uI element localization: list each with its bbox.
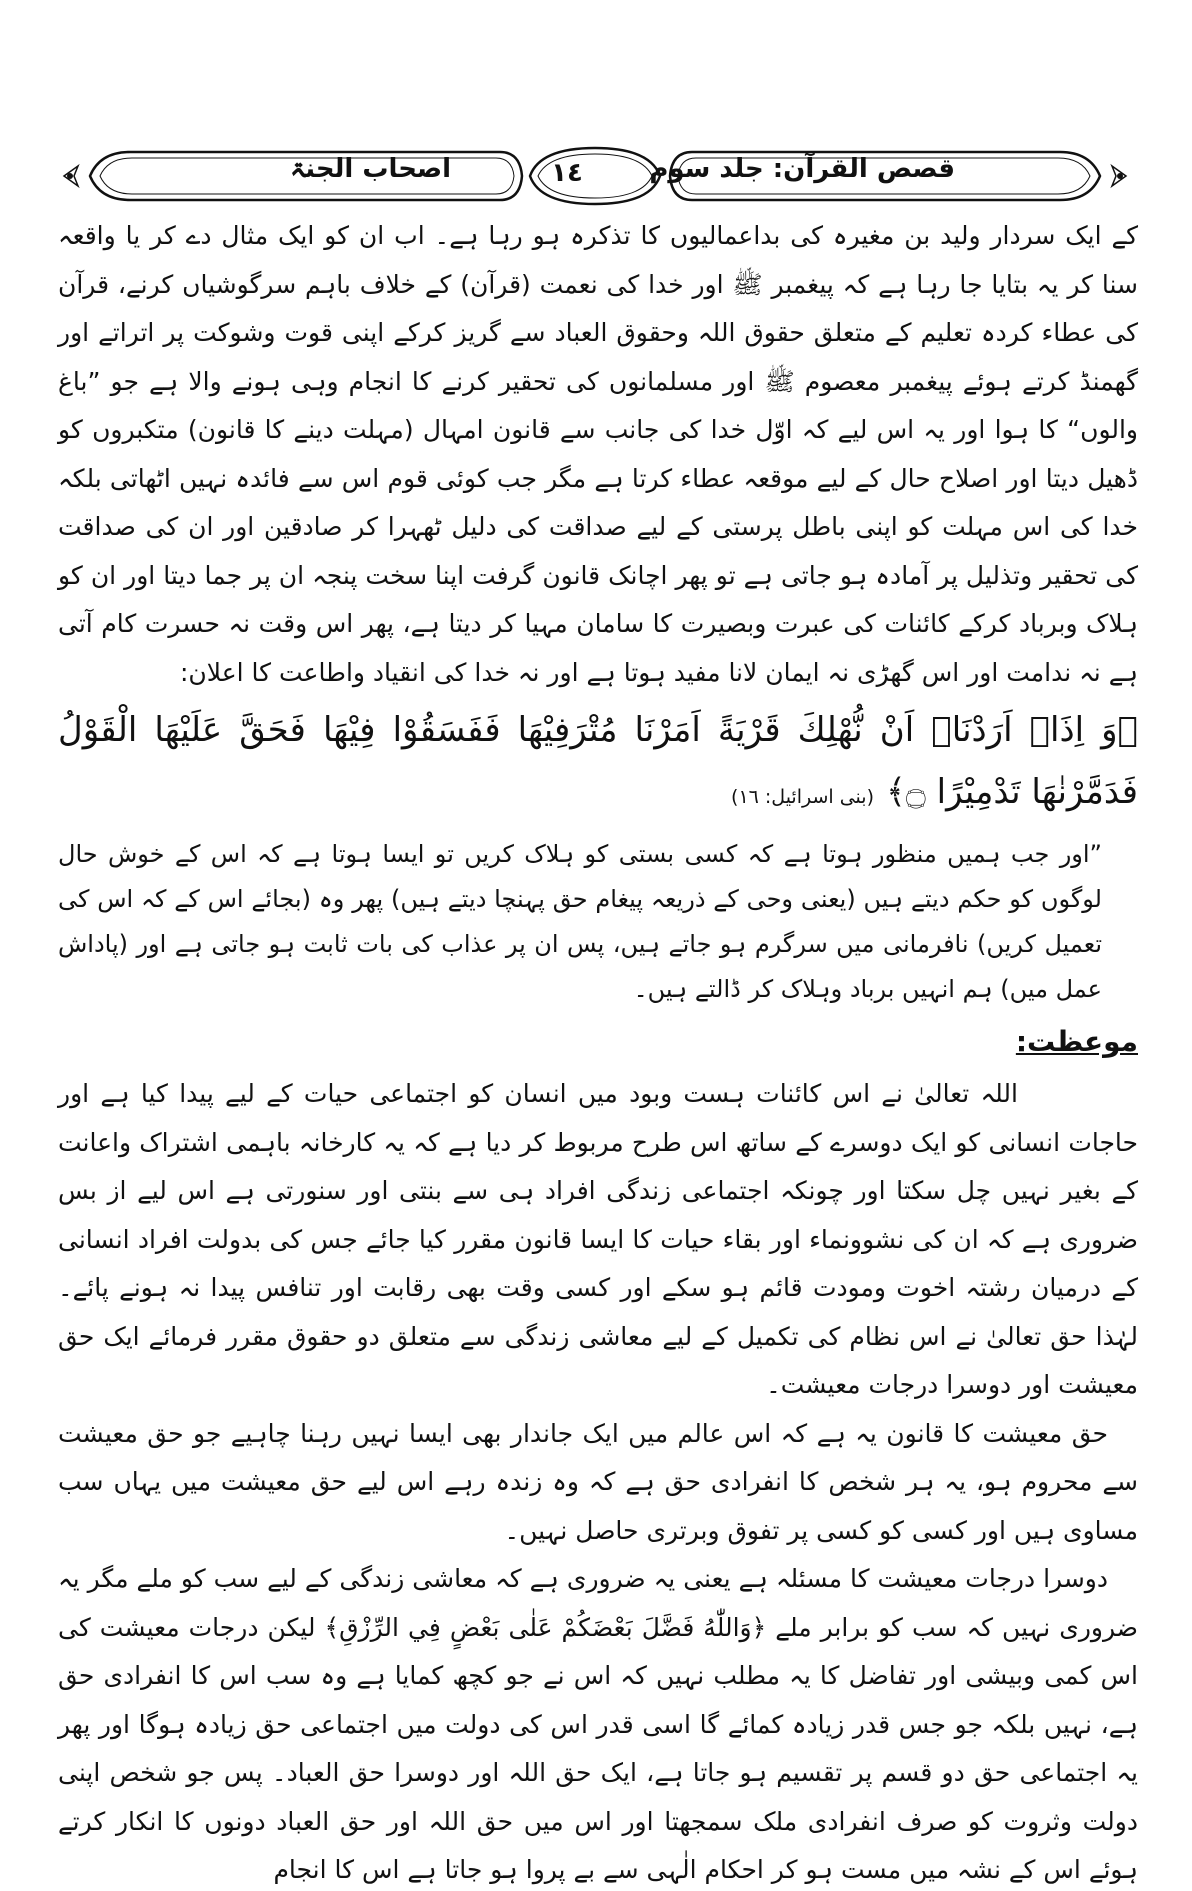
quran-verse (58, 699, 1138, 828)
page-header (60, 140, 1130, 212)
verse-reference: (بنی اسرائیل: ١٦) (731, 786, 874, 808)
book-title: قصص القرآن: جلد سوم (649, 154, 955, 184)
section-heading: موعظت: (1015, 1025, 1138, 1058)
page-number: ١٤ (551, 158, 583, 188)
paragraph-intro: کے ایک سردار ولید بن مغیرہ کی بداعمالیوں کا تذکرہ ہو رہا ہے۔ اب ان کو ایک مثال دے کر یا واقعہ سنا کر یہ بتایا جا رہا ہے کہ پیغمبر ﷺ اور خدا کی نعمت (قرآن) کے خلاف باہم سرگوشیاں کرنے، قرآن کی عطاء کردہ تعلیم کے متعلق حقوق اللہ وحقوق العباد سے گریز کرکے اپنی قوت وشوکت پر اتراتے اور گھمنڈ کرتے ہوئے پیغمبر معصوم ﷺ اور مسلمانوں کی تحقیر کرنے کا انجام وہی ہونے والا ہے جو ”باغ والوں“ کا ہوا اور یہ اس لیے کہ اوّل خدا کی جانب سے قانون امہال (مہلت دینے کا قانون) متکبروں کو ڈھیل دیتا اور اصلاح حال کے لیے موقعہ عطاء کرتا ہے مگر جب کوئی قوم اس سے فائدہ نہیں اٹھاتی بلکہ خدا کی اس مہلت کو اپنی باطل پرستی کے لیے صداقت کی دلیل ٹھہرا کر صادقین اور ان کی صداقت کی تحقیر وتذلیل پر آمادہ ہو جاتی ہے تو پھر اچانک قانون گرفت اپنا سخت پنجہ ان پر جما دیتا اور ان کو ہلاک وبرباد کرکے کائنات کی عبرت وبصیرت کا سامان مہیا کر دیتا ہے، پھر اس وقت نہ حسرت کام آتی ہے نہ ندامت اور اس گھڑی نہ ایمان لانا مفید ہوتا ہے اور نہ خدا کی انقیاد واطاعت کا اعلان: (58, 221, 1138, 687)
paragraph-right-of-livelihood: حق معیشت کا قانون یہ ہے کہ اس عالم میں ایک جاندار بھی ایسا نہیں رہنا چاہیے جو حق معیشت سے محروم ہو، یہ ہر شخص کا انفرادی حق ہے کہ وہ زندہ رہے اس لیے حق معیشت میں یہاں سب مساوی ہیں اور کسی کو کسی پر تفوق وبرتری حاصل نہیں۔ (58, 1418, 1138, 1545)
verse-translation: ”اور جب ہمیں منظور ہوتا ہے کہ کسی بستی کو ہلاک کریں تو ایسا ہوتا ہے کہ اس کے خوش حال لوگوں کو حکم دیتے ہیں (یعنی وحی کے ذریعہ پیغام حق پہنچا دیتے ہیں) پھر وہ (بجائے اس کے کہ اس کی تعمیل کریں) نافرمانی میں سرگرم ہو جاتے ہیں، پس ان پر عذاب کی بات ثابت ہو جاتی ہے اور (پاداش عمل میں) ہم انہیں برباد وہلاک کر ڈالتے ہیں۔ (58, 840, 1102, 1003)
verse-text: ﴿وَ اِذَاۤ اَرَدْنَاۤ اَنْ نُّهْلِكَ قَرْيَةً اَمَرْنَا مُتْرَفِيْهَا فَفَسَقُوْا فِيْهَا فَحَقَّ عَلَيْهَا الْقَوْلُ فَدَمَّرْنٰهَا تَدْمِيْرًا ۝﴾ (58, 710, 1138, 812)
page-body (58, 212, 1138, 1891)
chapter-title: اصحاب الجنۃ (290, 154, 451, 184)
paragraph-degrees-of-livelihood: دوسرا درجات معیشت کا مسئلہ ہے یعنی یہ ضروری ہے کہ معاشی زندگی کے لیے سب کو ملے مگر یہ ضروری نہیں کہ سب کو برابر ملے ﴿وَاللّٰهُ فَضَّلَ بَعْضَكُمْ عَلٰى بَعْضٍ فِي الرِّزْقِ﴾ لیکن درجات معیشت کی اس کمی وبیشی اور تفاضل کا یہ مطلب نہیں کہ اس نے جو کچھ کمایا ہے وہ سب اس کا انفرادی حق ہے، نہیں بلکہ جو جس قدر زیادہ کمائے گا اسی قدر اس کی دولت میں اجتماعی حق زیادہ ہوگا اور پھر یہ اجتماعی حق دو قسم پر تقسیم ہو جاتا ہے، ایک حق اللہ اور دوسرا حق العباد۔ پس جو شخص اپنی دولت وثروت کو صرف انفرادی ملک سمجھتا اور اس میں حق اللہ اور حق العباد دونوں کا انکار کرتے ہوئے اس کے نشہ میں مست ہو کر احکام الٰہی سے بے پروا ہو جاتا ہے اس کا انجام (58, 1564, 1138, 1884)
paragraph-admonition: اللہ تعالیٰ نے اس کائنات ہست وبود میں انسان کو اجتماعی حیات کے لیے پیدا کیا ہے اور حاجات انسانی کو ایک دوسرے کے ساتھ اس طرح مربوط کر دیا ہے کہ یہ کارخانہ باہمی اشتراک واعانت کے بغیر نہیں چل سکتا اور چونکہ اجتماعی زندگی افراد ہی سے بنتی اور سنورتی ہے اس لیے از بس ضروری ہے کہ ان کی نشوونماء اور بقاء حیات کا ایسا قانون مقرر کیا جائے جس کی بدولت افراد انسانی کے درمیان رشتہ اخوت ومودت قائم ہو سکے اور کسی وقت بھی رقابت اور تنافس پیدا نہ ہونے پائے۔ لہٰذا حق تعالیٰ نے اس نظام کی تکمیل کے لیے معاشی زندگی سے متعلق دو حقوق مقرر فرمائے ایک حق معیشت اور دوسرا درجات معیشت۔ (58, 1079, 1138, 1399)
